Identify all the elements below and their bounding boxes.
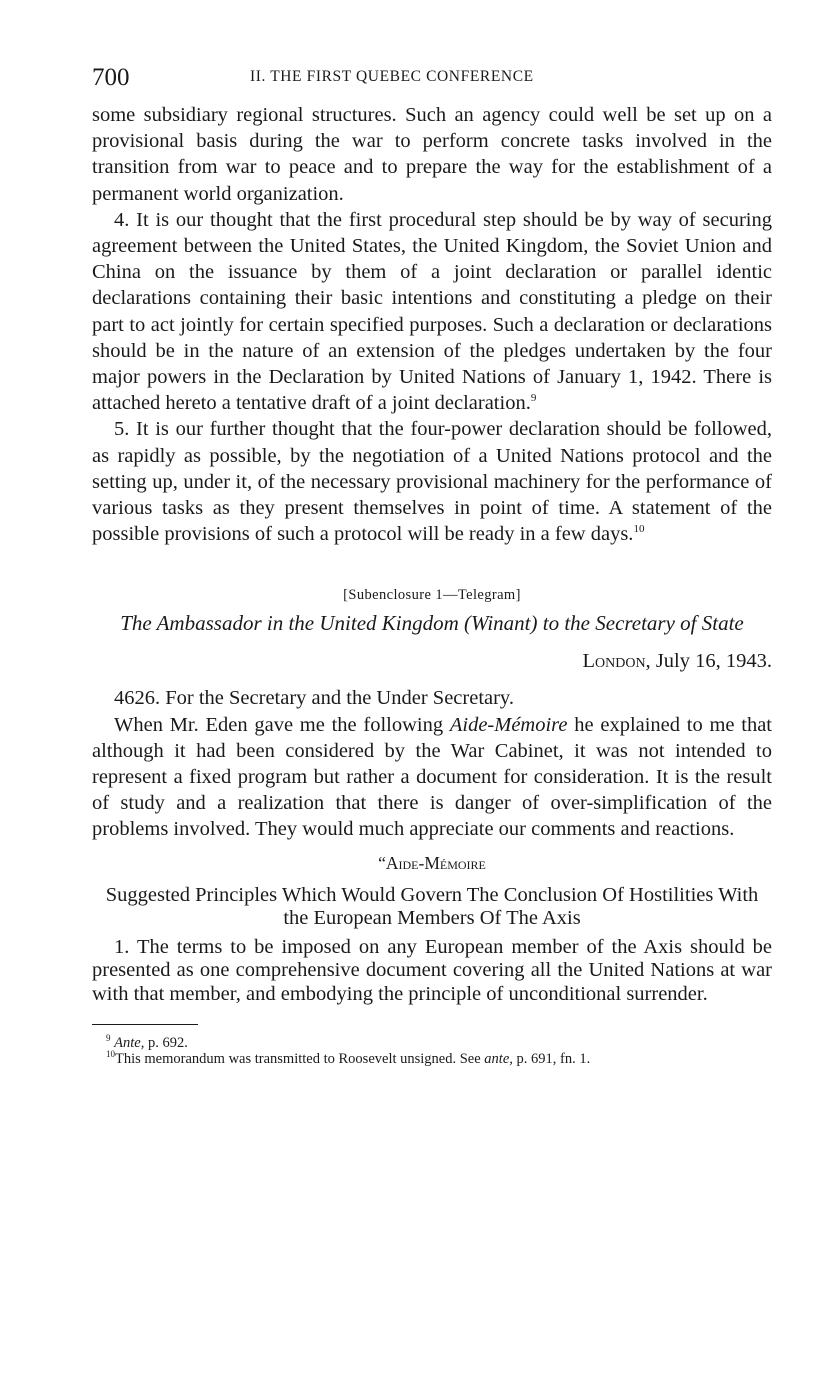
footnote-10-text-before: This memorandum was transmitted to Roosevelt unsigned. See: [115, 1051, 485, 1068]
dateline-place: London,: [582, 650, 651, 673]
footnote-10-text-after: p. 691, fn. 1.: [512, 1051, 591, 1068]
footnote-ref-9[interactable]: 9: [530, 392, 537, 405]
paragraph-5: [92, 416, 772, 547]
document-page: [92, 58, 772, 1067]
telegram-heading: The Ambassador in the United Kingdom (Winant) to the Secretary of State: [120, 611, 744, 636]
aide-memoire-title: “Aide-Mémoire: [378, 852, 486, 873]
footnote-9: [92, 1035, 772, 1051]
telegram-paragraph-2-after: he explained to me that although it had been considered by the War Cabinet, it was not intended to represent a fixed program but rather a document for consideration. It is the result of study and a realization that there is danger of over-simplification of the problems involved. They would much appreciate our comments and reactions.: [92, 713, 773, 841]
telegram-paragraph-2-before: When Mr. Eden gave me the following: [114, 713, 444, 736]
aide-memoire-subtitle: Suggested Principles Which Would Govern The Conclusion Of Hostilities With the European Members Of The Axis: [105, 883, 759, 929]
paragraph-4-text: 4. It is our thought that the first procedural step should be by way of securing agreement between the United States, the United Kingdom, the Soviet Union and China on the issuance by them of a joint declaration or parallel identic declarations containing their basic intentions and constituting a pledge on their part to act jointly for certain specified purposes. Such a declaration or declarations should be in the nature of an extension of the pledges undertaken by the four major powers in the Declaration by United Nations of January 1, 1942. There is attached hereto a tentative draft of a joint declaration.: [92, 208, 772, 415]
page-number: 700: [92, 64, 130, 91]
running-head: [92, 58, 772, 94]
running-title: II. THE FIRST QUEBEC CONFERENCE: [250, 68, 534, 85]
aide-memoire-italic: Aide-Mémoire: [449, 713, 568, 736]
footnote-10-mark: 10: [106, 1049, 115, 1060]
dateline-date: July 16, 1943.: [655, 650, 772, 673]
footnote-9-text: p. 692.: [144, 1035, 188, 1052]
footnote-divider: [92, 1024, 198, 1025]
paragraph-4: [92, 207, 772, 417]
subenclosure-label: [Subenclosure 1—Telegram]: [343, 587, 521, 604]
telegram-paragraph-2: [92, 712, 772, 843]
dateline: [92, 650, 772, 673]
footnote-ref-10[interactable]: 10: [633, 523, 645, 536]
aide-memoire-paragraph-1: 1. The terms to be imposed on any European member of the Axis should be presented as one comprehensive document covering all the United Nations at war with that member, and embodying the principle of unconditional surrender.: [92, 935, 772, 1005]
footnote-9-mark: 9: [106, 1033, 111, 1044]
footnote-10-italic: ante,: [484, 1051, 513, 1068]
paragraph-continued: some subsidiary regional structures. Such an agency could well be set up on a provisional basis during the war to perform concrete tasks involved in the transition from war to peace and to prepare the way for the establishment of a permanent world organization.: [92, 104, 772, 205]
footnote-10: [92, 1051, 772, 1067]
paragraph-5-text: 5. It is our further thought that the four-power declaration should be followed, as rapidly as possible, by the negotiation of a United Nations protocol and the setting up, under it, of the necessary provisional machinery for the performance of various tasks as they present themselves in point of time. A statement of the possible provisions of such a protocol will be ready in a few days.: [92, 418, 772, 546]
footnote-9-italic: Ante,: [114, 1035, 145, 1052]
telegram-paragraph-1: 4626. For the Secretary and the Under Secretary.: [114, 687, 514, 710]
